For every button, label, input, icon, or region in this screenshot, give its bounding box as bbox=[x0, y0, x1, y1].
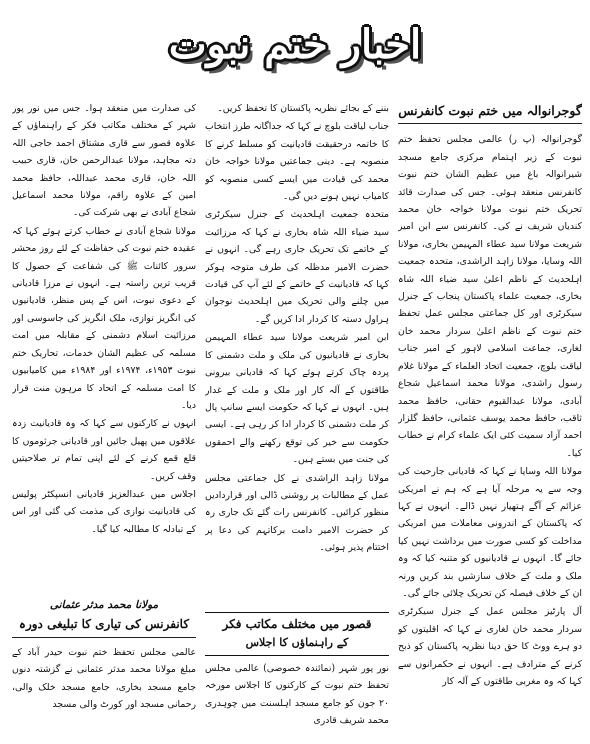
middle-paragraph-5: مولانا زاہد الراشدی نے کل جماعتی مجلس عمل کے مطالبات پر روشنی ڈالی اور قراردادیں منظور کرائیں۔ کانفرنس رات گئے تک جاری رہ کر حضرت الامیر دامت برکاتہم کی دعا پر اختتام پذیر ہوئی۔ bbox=[205, 472, 389, 554]
right-paragraph-2: مولانا اللہ وسایا نے کہا کہ قادیانی جارحیت کی وجہ سے یہ مرحلہ آیا ہے کہ ہم نے امریکی عزائم کے آگے ہتھیار نہیں ڈالے۔ انہوں نے کہا کہ پاکستان کے اندرونی معاملات میں امریکی مداخلت کو کسی صورت میں برداشت نہیں کیا جائے گا۔ انہوں نے قادیانیوں کو متنبہ کیا کہ وہ ملک و ملت کے خلاف سازشیں بند کریں ورنہ ان کے خلاف فیصلہ کن تحریک چلائی جائے گی۔ bbox=[398, 466, 582, 599]
tour-story bbox=[12, 595, 196, 736]
masthead-title: اخبار ختم نبوت bbox=[168, 20, 422, 68]
left-column bbox=[12, 100, 196, 736]
kasur-paragraph-1: نور پور شہر (نمائندہ خصوصی) عالمی مجلس تحفظ ختم نبوت کے کارکنوں کا اجلاس مورخہ ۲۰ جون کو جامع مسجد اہلسنت میں چوہدری محمد شریف قادری bbox=[205, 662, 389, 727]
right-paragraph-1: گوجرانوالہ (پ ر) عالمی مجلس تحفظ ختم نبوت کے زیر اہتمام مرکزی جامع مسجد شیرانوالہ باغ میں عظیم الشان ختم نبوت کانفرنس منعقد ہوئی۔ جس کی صدارت قائد تحریک ختم نبوت مولانا خواجہ خان محمد کندیاں شریف نے کی۔ کانفرنس سے ابن امیر شریعت مولانا سید عطاء المہیمن بخاری، مولانا اللہ وسایا، مولانا زاہد الراشدی، متحدہ جمعیت اہلحدیث کے ناظم اعلیٰ سید ضیاء اللہ شاہ بخاری، جمعیت علماء پاکستان پنجاب کے جنرل سیکرٹری اور کل جماعتی مجلس عمل تحفظ ختم نبوت کے ناظم اعلیٰ سردار محمد خان لغاری، جماعت اسلامی لاہور کے امیر جناب لیاقت بلوچ، جمعیت اتحاد العلماء کے مولانا غلام رسول راشدی، مولانا محمد اسماعیل شجاع آبادی، مولانا عبدالقیوم حقانی، حافظ محمد ثاقب، حافظ محمد یوسف عثمانی، حافظ گلزار احمد آزاد سمیت کئی ایک علماء کرام نے خطاب کیا۔ bbox=[398, 134, 582, 459]
left-paragraph-1: کی صدارت میں منعقد ہوا۔ جس میں نور پور شہر کے مختلف مکاتب فکر کے راہنماؤں کے علاوہ قصور سے قاری مشتاق احمد حاجی اللہ دتہ مجاہد، مولانا عبدالرحمن خان، قاری حبیب اللہ خان، قاری محمد عبداللہ، حافظ محمد امین کے علاوہ راقم، مولانا محمد اسماعیل شجاع آبادی نے بھی شرکت کی۔ bbox=[12, 103, 196, 219]
middle-paragraph-4: ابن امیر شریعت مولانا سید عطاء المہیمن بخاری نے قادیانیوں کی ملک و ملت دشمنی کا پردہ چاک کرتے ہوئے کہا کہ قادیانی بیرونی طاقتوں کے آلہ کار اور ملک و ملت کے غدار ہیں۔ انہوں نے کہا کہ حکومت ایسے سانپ پال کر ملت دشمنی کا کردار ادا کر رہی ہے۔ ایسی حکومت سے خیر کی توقع رکھنے والے احمقوں کی جنت میں بستے ہیں۔ bbox=[205, 332, 389, 466]
right-headline: گوجرانوالہ میں ختم نبوت کانفرنس bbox=[398, 102, 582, 124]
masthead bbox=[110, 10, 480, 78]
kasur-meeting-story bbox=[205, 612, 389, 736]
tour-paragraph-1: عالمی مجلس تحفظ ختم نبوت حیدر آباد کے مبلغ مولانا محمد مدثر عثمانی نے گزشتہ دنوں جامع مسجد بخاری، جامع مسجد خلک والی، رحمانی مسجد اور کورٹ والی مسجد bbox=[12, 646, 196, 711]
byline: مولانا محمد مدثر عثمانی bbox=[49, 599, 159, 611]
kasur-headline-box bbox=[205, 612, 389, 656]
tour-headline: کانفرنس کی تیاری کا تبلیغی دورہ bbox=[12, 616, 196, 637]
right-column bbox=[398, 100, 582, 736]
left-paragraph-4: اجلاس میں عبدالعزیز قادیانی انسپکٹر پولیس کی قادیانیت نوازی کی مذمت کی گئی اور اس کے تبادلہ کا مطالبہ کیا گیا۔ bbox=[12, 488, 196, 535]
middle-story-continuation bbox=[205, 100, 389, 605]
left-story-continuation bbox=[12, 100, 196, 590]
middle-column bbox=[205, 100, 389, 736]
middle-paragraph-1: بننے کے بجائے نظریہ پاکستان کا تحفظ کریں۔ bbox=[217, 103, 389, 114]
right-paragraph-3: آل پارٹیز مجلس عمل کے جنرل سیکرٹری سردار محمد خان لغاری نے کہا کہ اقلیتوں کو دو ہرے ووٹ کا حق دینا نظریہ پاکستان کو ذبح کرنے کے مترادف ہے۔ انہوں نے حکمرانوں سے کہا کہ وہ مغربی طاقتوں کے آلہ کار bbox=[398, 606, 582, 687]
left-paragraph-2: مولانا شجاع آبادی نے خطاب کرتے ہوئے کہا کہ عقیدہ ختم نبوت کی حفاظت کے لئے روز محشر سرور کائنات ﷺ کی شفاعت کے حصول کا قریب ترین راستہ ہے۔ انہوں نے مرزا قادیانی کے دعوی نبوت، اس کے پس منظر، قادیانیوں کی انگریز نوازی، ملک انگریز کی جاسوسی اور مرزائیت اسلام دشمنی کے مقابلہ میں امت مسلمہ کی عظیم الشان خدمات، تحاریک ختم نبوت ۱۹۵۳ء، ۱۹۷۴ء اور ۱۹۸۴ء میں کامیابیوں کا امت مسلمہ کے اتحاد کا مرہون منت قرار دیا۔ bbox=[12, 225, 196, 411]
left-paragraph-3: انہوں نے کارکنوں سے کہا کہ وہ قادیانیت زدہ علاقوں میں پھیل جائیں اور قادیانی جرثوموں کا قلع قمع کرنے کے لئے اپنی تمام تر صلاحیتیں وقف کریں۔ bbox=[12, 418, 196, 482]
middle-paragraph-3: متحدہ جمعیت اہلحدیث کے جنرل سیکرٹری سید ضیاء اللہ شاہ بخاری نے کہا کہ مرزائیت کے خاتمے تک تحریک جاری رہے گی۔ انہوں نے حضرت الامیر مدظلہ کی طرف متوجہ ہوکر کہا کہ قادیانیت کے خاتمے کے لئے آپ کی قیادت میں چلنے والی تحریک میں اہلحدیث نوجوان ہراول دستہ کا کردار ادا کریں گے۔ bbox=[205, 209, 389, 325]
kasur-headline: قصور میں مختلف مکاتب فکر bbox=[222, 617, 372, 631]
kasur-subheadline: کے راہنماؤں کا اجلاس bbox=[245, 636, 349, 650]
middle-paragraph-2: جناب لیاقت بلوچ نے کہا کہ جداگانہ طرز انتخاب کا خاتمہ درحقیقت قادیانیت کو مسلط کرنے کا منصوبہ ہے۔ دینی جماعتیں مولانا خواجہ خان محمد کی قیادت میں ایسے کسی منصوبہ کو کامیاب نہیں ہونے دیں گی۔ bbox=[205, 121, 389, 203]
